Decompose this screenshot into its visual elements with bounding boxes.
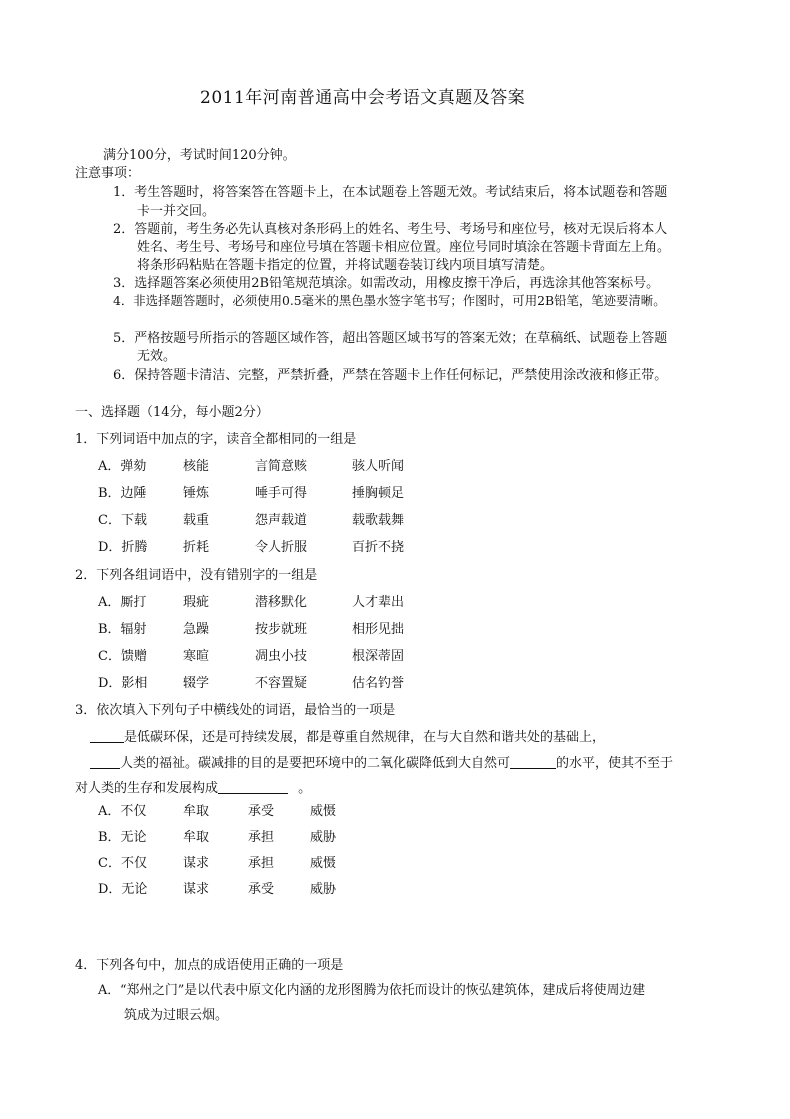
option-cell: 相形见拙 <box>352 622 405 637</box>
option-cell: 牟取 <box>183 804 210 819</box>
option-cell: C．不仅 <box>98 856 147 871</box>
option-cell: 辍学 <box>183 676 210 691</box>
passage-text: 的水平，使其不至于 <box>556 756 674 771</box>
passage-text: 是低碳环保，还是可持续发展，都是尊重自然规律，在与大自然和谐共处的基础上， <box>124 730 606 745</box>
section-heading: 一、选择题（14分，每小题2分） <box>75 405 269 420</box>
option-cell: 不容置疑 <box>255 676 308 691</box>
fill-blank <box>218 780 288 794</box>
option-cell: 言简意赅 <box>255 459 308 474</box>
option-cell: 唾手可得 <box>255 486 308 501</box>
option-cell: 核能 <box>183 459 210 474</box>
notice-item: 姓名、考生号、考场号和座位号填在答题卡相应位置。座位号同时填涂在答题卡背面左上角。 <box>137 240 671 255</box>
option-cell: 凋虫小技 <box>255 649 308 664</box>
option-cell: 承受 <box>248 882 275 897</box>
option-cell: A．弹劾 <box>98 459 147 474</box>
option-cell: B．边陲 <box>98 486 147 501</box>
option-cell: 捶胸顿足 <box>352 486 405 501</box>
exam-info: 满分100分，考试时间120分钟。 <box>103 148 296 163</box>
option-cell: 承担 <box>248 856 275 871</box>
option-cell: 寒暄 <box>183 649 210 664</box>
option-cell: D．影相 <box>98 676 148 691</box>
notice-item: 卡一并交回。 <box>137 204 216 219</box>
option-cell: 急躁 <box>183 622 210 637</box>
option-cell: D．无论 <box>98 882 148 897</box>
option-cell: 载歌载舞 <box>352 513 405 528</box>
question-stem: 3．依次填入下列句子中横线处的词语，最恰当的一项是 <box>75 703 396 718</box>
passage-text: 人类的福祉。碳减排的目的是要把环境中的二氧化碳降低到大自然可 <box>120 756 511 771</box>
option-cell: 锤炼 <box>183 486 210 501</box>
option-cell: A．厮打 <box>98 595 147 610</box>
option-cell: 承担 <box>248 830 275 845</box>
option-cell: 牟取 <box>183 830 210 845</box>
question-stem: 4．下列各句中，加点的成语使用正确的一项是 <box>75 958 344 973</box>
passage-line <box>90 729 605 746</box>
fill-blank <box>90 755 120 769</box>
option-cell: 按步就班 <box>255 622 308 637</box>
question-stem: 1．下列词语中加点的字，读音全都相同的一组是 <box>75 432 357 447</box>
option-cell: 承受 <box>248 804 275 819</box>
option-cell: B．无论 <box>98 830 147 845</box>
option-cell: 令人折服 <box>255 540 308 555</box>
notice-item: 1．考生答题时，将答案答在答题卡上，在本试题卷上答题无效。考试结束后，将本试题卷和答题 <box>113 185 668 200</box>
passage-text: 对人类的生存和发展构成 <box>75 781 219 796</box>
option-cell: 谋求 <box>183 856 210 871</box>
passage-line <box>90 755 673 772</box>
notice-item: 将条形码粘贴在答题卡指定的位置，并将试题卷装订线内项目填写清楚。 <box>137 258 554 273</box>
option-cell: B．辐射 <box>98 622 147 637</box>
option-cell: 威慑 <box>310 856 337 871</box>
option-cell: 瑕疵 <box>183 595 210 610</box>
option-cell: 威慑 <box>310 804 337 819</box>
option-cell: A．不仅 <box>98 804 147 819</box>
notice-heading: 注意事项： <box>75 166 141 181</box>
option-cell: 载重 <box>183 513 210 528</box>
question-stem: 2．下列各组词语中，没有错别字的一组是 <box>75 568 318 583</box>
option-cell: C．下载 <box>98 513 147 528</box>
option-cell: C．馈赠 <box>98 649 147 664</box>
notice-item: 5．严格按题号所指示的答题区域作答，超出答题区域书写的答案无效；在草稿纸、试题卷上答题 <box>113 331 668 346</box>
option-cell: 估名钓誉 <box>352 676 405 691</box>
option-cell: 谋求 <box>183 882 210 897</box>
option-cell: 怨声载道 <box>255 513 308 528</box>
option-cell: D．折腾 <box>98 540 148 555</box>
notice-item: 3．选择题答案必须使用2B铅笔规范填涂。如需改动，用橡皮擦干净后，再选涂其他答案标号。 <box>113 276 660 291</box>
option-line: 筑成为过眼云烟。 <box>124 1008 229 1023</box>
option-line: A．“郑州之门”是以代表中原文化内涵的龙形图腾为依托而设计的恢弘建筑体，建成后将使周边建 <box>98 983 645 998</box>
fill-blank <box>90 729 124 743</box>
notice-item: 无效。 <box>137 349 177 364</box>
option-cell: 根深蒂固 <box>352 649 405 664</box>
fill-blank <box>510 755 556 769</box>
option-cell: 骇人听闻 <box>352 459 405 474</box>
passage-text: 。 <box>298 781 312 796</box>
option-cell: 折耗 <box>183 540 210 555</box>
option-cell: 人才辈出 <box>352 595 405 610</box>
option-cell: 潜移默化 <box>255 595 308 610</box>
notice-item: 4．非选择题答题时，必须使用0.5毫米的黑色墨水签字笔书写；作图时，可用2B铅笔，笔迹要清晰。 <box>113 293 666 308</box>
option-cell: 威胁 <box>310 830 337 845</box>
passage-line <box>75 780 311 797</box>
option-cell: 威胁 <box>310 882 337 897</box>
option-cell: 百折不挠 <box>352 540 405 555</box>
notice-item: 6．保持答题卡清洁、完整，严禁折叠，严禁在答题卡上作任何标记，严禁使用涂改液和修正带。 <box>113 368 668 383</box>
notice-item: 2．答题前，考生务必先认真核对条形码上的姓名、考生号、考场号和座位号，核对无误后将本人 <box>113 222 668 237</box>
page-title: 2011年河南普通高中会考语文真题及答案 <box>200 88 526 108</box>
